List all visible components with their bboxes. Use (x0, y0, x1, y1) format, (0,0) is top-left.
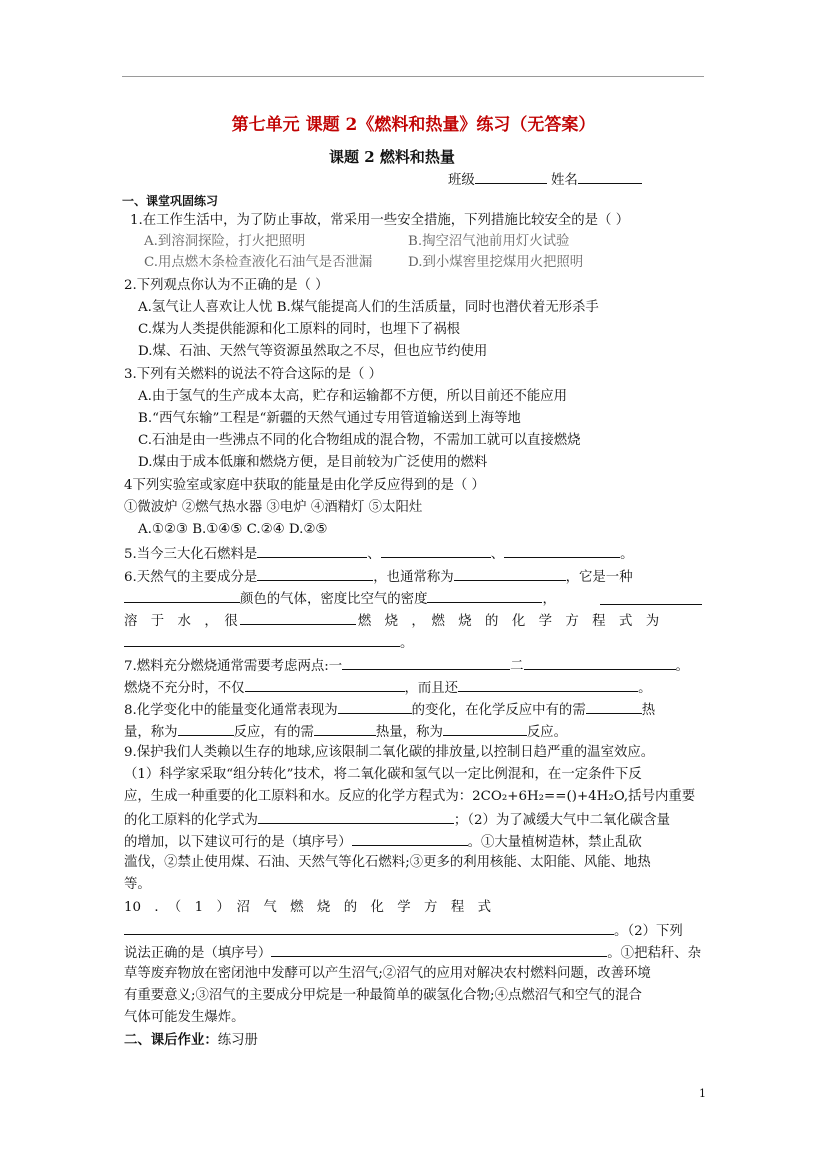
q8-text: 反应，有的需 (233, 725, 314, 740)
lesson-subtitle: 课题 2 燃料和热量 (329, 148, 455, 166)
q8-text: 热量，称为 (375, 725, 443, 740)
q9-line-6: 滥伐，②禁止使用煤、石油、天然气等化石燃料;③更多的利用核能、太阳能、风能、地热 (124, 855, 651, 870)
q8-line-2 (124, 722, 567, 742)
page-number: 1 (699, 1087, 706, 1100)
q7-text: 。 (638, 681, 652, 696)
q7-text: 。 (675, 659, 689, 674)
q3-option-a: A.由于氢气的生产成本太高，贮存和运输都不方便，所以目前还不能应用 (138, 389, 568, 404)
q9-blank-1[interactable] (258, 810, 454, 824)
q8-blank-3[interactable] (178, 722, 234, 736)
question-3-stem: 3.下列有关燃料的说法不符合这际的是（ ） (124, 367, 383, 382)
q9-text: ；（2）为了减缓大气中二氧化碳含量 (453, 813, 670, 828)
q6-text: 颜色的气体，密度比空气的密度 (240, 592, 428, 607)
q10-text: 。（2）下列 (614, 924, 683, 939)
q10-blank-2[interactable] (271, 943, 607, 957)
q6-blank-6[interactable] (240, 611, 356, 625)
q1-option-b: B.掏空沼气池前用灯火试验 (408, 234, 570, 249)
name-label: 姓名 (551, 173, 578, 188)
header-rule (122, 76, 704, 77)
q10-text: 说法正确的是（填序号） (124, 946, 272, 961)
q2-option-ab: A.氢气让人喜欢让人忧 B.煤气能提高人们的生活质量，同时也潜伏着无形杀手 (138, 300, 599, 315)
q6-blank-5[interactable] (600, 591, 702, 605)
q8-blank-4[interactable] (314, 722, 376, 736)
q10-text: 。①把秸秆、杂 (607, 946, 702, 961)
q9-line-4 (124, 810, 670, 830)
q6-blank-3[interactable] (124, 589, 240, 603)
q6-text: 溶 于 水 ， 很 (124, 614, 238, 629)
q8-blank-2[interactable] (586, 700, 642, 714)
q8-text: 的变化，在化学反应中有的需 (411, 703, 586, 718)
question-5 (124, 544, 633, 564)
q8-text: 8.化学变化中的能量变化通常表现为 (124, 703, 338, 718)
q6-blank-4[interactable] (427, 589, 542, 603)
q8-line-1 (124, 700, 655, 720)
question-1-stem: 1.在工作生活中，为了防止事故，常采用一些安全措施，下列措施比较安全的是（ ） (130, 213, 630, 228)
q8-blank-1[interactable] (338, 700, 412, 714)
q8-text: 反应。 (526, 725, 568, 740)
q8-blank-5[interactable] (443, 722, 527, 736)
q9-line-7: 等。 (124, 877, 151, 892)
q7-text: 燃烧不充分时，不仅 (124, 681, 245, 696)
section-heading-1: 一、课堂巩固练习 (122, 194, 219, 208)
q9-text: 的化工原料的化学式为 (124, 813, 258, 828)
q10-line-6: 气体可能发生爆炸。 (124, 1010, 245, 1025)
q6-text: 燃 烧 ， 燃 烧 的 化 学 方 程 式 为 (357, 614, 660, 629)
q6-text: 。 (400, 636, 414, 651)
q6-blank-1[interactable] (257, 567, 373, 581)
q10-line-5: 有重要意义;③沼气的主要成分甲烷是一种最简单的碳氢化合物;④点燃沼气和空气的混合 (124, 988, 642, 1003)
q5-stem: 5.当今三大化石燃料是 (124, 547, 258, 562)
q7-line-1 (124, 656, 689, 676)
q3-option-d: D.煤由于成本低廉和燃烧方便，是目前较为广泛使用的燃料 (138, 455, 488, 470)
q7-blank-4[interactable] (458, 678, 638, 692)
q10-line-1: 10 ． （ 1 ） 沼 气 燃 烧 的 化 学 方 程 式 (124, 900, 492, 915)
section-heading-2 (124, 1031, 258, 1050)
q1-option-c: C.用点燃木条检查液化石油气是否泄漏 (144, 255, 373, 270)
question-4-stem: 4下列实验室或家庭中获取的能量是由化学反应得到的是（ ） (124, 478, 485, 493)
q5-blank-1[interactable] (257, 544, 367, 558)
q6-line-3 (124, 611, 659, 631)
q6-text: 6.天然气的主要成分是 (124, 570, 258, 585)
q5-blank-2[interactable] (381, 544, 491, 558)
q10-line-4: 草等废弃物放在密闭池中发酵可以产生沼气;②沼气的应用对解决农村燃料问题，改善环境 (124, 966, 651, 981)
q9-line-5 (124, 832, 642, 852)
q10-line-2 (124, 921, 683, 941)
class-label: 班级 (448, 173, 475, 188)
class-blank[interactable] (475, 170, 547, 184)
q5-blank-3[interactable] (504, 544, 620, 558)
q9-text: 。①大量植树造林，禁止乱砍 (467, 835, 642, 850)
q7-text: ，而且还 (404, 681, 459, 696)
q6-line-2 (124, 589, 556, 609)
q6-text: ，它是一种 (565, 570, 633, 585)
q5-sep: 、 (490, 547, 505, 562)
q10-line-3 (124, 943, 701, 963)
q9-blank-2[interactable] (352, 832, 468, 846)
q9-text: 的增加，以下建议可行的是（填序号） (124, 835, 352, 850)
q4-items: ①微波炉 ②燃气热水器 ③电炉 ④酒精灯 ⑤太阳灶 (124, 500, 423, 515)
q1-option-a: A.到溶洞探险，打火把照明 (144, 234, 306, 249)
q3-option-b: B.“西气东输”工程是“新疆的天然气通过专用管道输送到上海等地 (138, 411, 521, 426)
document-title: 第七单元 课题 2《燃料和热量》练习（无答案） (231, 115, 596, 135)
q6-text: ， (542, 592, 556, 607)
q9-line-2: （1）科学家采取“组分转化”技术，将二氧化碳和氢气以一定比例混和，在一定条件下反 (124, 767, 642, 782)
q3-option-c: C.石油是由一些沸点不同的化合物组成的混合物，不需加工就可以直接燃烧 (138, 433, 581, 448)
q7-blank-3[interactable] (245, 678, 405, 692)
q7-blank-1[interactable] (342, 656, 510, 670)
q10-blank-1[interactable] (124, 921, 614, 935)
q4-options: A.①②③ B.①④⑤ C.②④ D.②⑤ (138, 522, 328, 537)
q2-option-d: D.煤、石油、天然气等资源虽然取之不尽，但也应节约使用 (138, 344, 488, 359)
q5-end: 。 (620, 547, 634, 562)
q2-option-c: C.煤为人类提供能源和化工原料的同时，也埋下了祸根 (138, 322, 461, 337)
q6-blank-7[interactable] (124, 633, 400, 647)
q7-text: 二 (510, 659, 524, 674)
class-name-line (448, 170, 642, 190)
q7-blank-2[interactable] (524, 656, 676, 670)
q8-text: 量，称为 (124, 725, 178, 740)
q6-line-4 (124, 633, 413, 653)
q7-text: 7.燃料充分燃烧通常需要考虑两点:一 (124, 659, 343, 674)
q6-line-1 (124, 567, 633, 587)
section-2-label: 二、课后作业： (124, 1032, 218, 1048)
q9-line-3: 应，生成一种重要的化工原料和水。反应的化学方程式为：2CO₂+6H₂==()+4H₂O,括号内重要 (124, 789, 696, 804)
q6-blank-2[interactable] (454, 567, 566, 581)
q5-sep: 、 (367, 547, 381, 562)
q1-option-d: D.到小煤窖里挖煤用火把照明 (408, 255, 584, 270)
question-2-stem: 2.下列观点你认为不正确的是（ ） (124, 278, 329, 293)
q7-line-2 (124, 678, 651, 698)
section-2-value: 练习册 (217, 1033, 258, 1048)
q6-text: ，也通常称为 (373, 570, 454, 585)
name-blank[interactable] (578, 170, 642, 184)
q8-text: 热 (641, 703, 656, 718)
q9-line-1: 9.保护我们人类赖以生存的地球,应该限制二氧化碳的排放量,以控制日趋严重的温室效应。 (124, 745, 655, 760)
